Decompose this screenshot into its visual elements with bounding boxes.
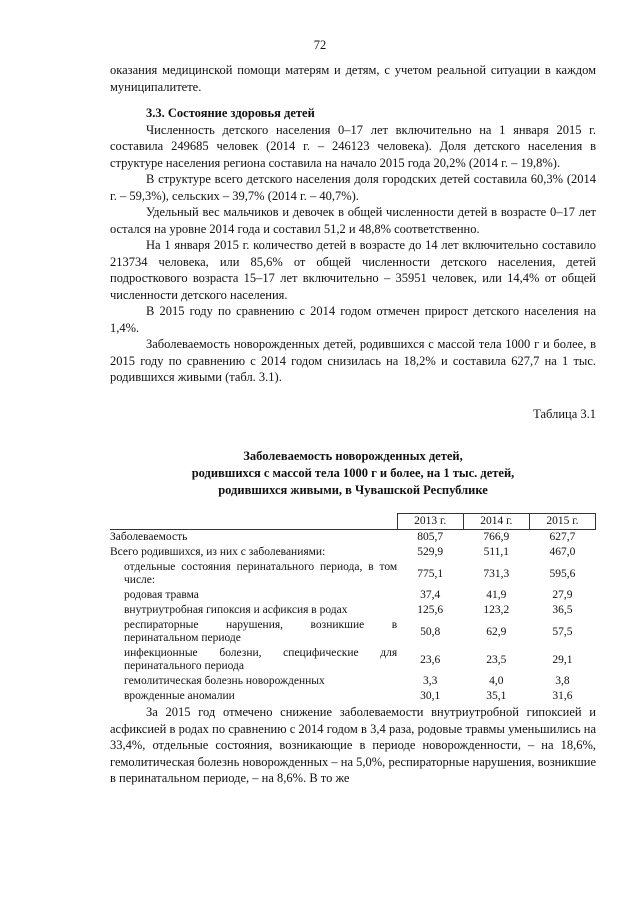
row-value-2013: 529,9 (417, 546, 444, 558)
row-value-2015: 467,0 (549, 546, 576, 558)
table-row (110, 646, 596, 674)
table-row (110, 603, 596, 618)
row-value-2015: 3,8 (555, 675, 570, 687)
table-row (110, 674, 596, 689)
row-value-2013: 775,1 (417, 567, 444, 580)
row-value-2013: 30,1 (420, 690, 441, 702)
row-label: отдельные состояния перинатального периода, в том числе: (124, 561, 398, 586)
paragraph-gender: Удельный вес мальчиков и девочек в общей численности детей в возрасте 0–17 лет остался на уровне 2014 года и составил 51,2 и 48,8% соответственно. (110, 205, 596, 236)
page-number: 72 (313, 38, 327, 52)
table-header-row (110, 514, 596, 530)
row-value-2014: 35,1 (486, 690, 507, 702)
intro-continuation: оказания медицинской помощи матерям и детям, с учетом реальной ситуации в каждом муниципалитете. (110, 63, 596, 94)
table-row (110, 545, 596, 560)
table-header-blank (110, 514, 397, 530)
table-row (110, 588, 596, 603)
row-label: врожденные аномалии (124, 690, 235, 702)
row-value-2015: 57,5 (552, 625, 573, 638)
table-header-2014: 2014 г. (463, 514, 529, 530)
table-title-line: Заболеваемость новорожденных детей, (243, 449, 463, 463)
row-value-2015: 595,6 (549, 567, 576, 580)
row-value-2014: 766,9 (483, 531, 510, 543)
row-value-2015: 29,1 (552, 653, 573, 666)
row-label: Заболеваемость (110, 531, 188, 543)
row-value-2015: 627,7 (549, 531, 576, 543)
row-label: внутриутробная гипоксия и асфиксия в родах (124, 604, 348, 616)
paragraph-urban-rural: В структуре всего детского населения доля городских детей составила 60,3% (2014 г. – 59,3%), сельских – 39,7% (2014 г. – 40,7%). (110, 172, 596, 203)
paragraph-population: Численность детского населения 0–17 лет включительно на 1 января 2015 г. составила 249685 человек (2014 г. – 246123 человека). Доля детского населения в структуре населения региона составила на начало 2015 года 20,2% (2014 г. – 19,8%). (110, 122, 596, 170)
row-value-2013: 805,7 (417, 531, 444, 543)
paragraph-growth: В 2015 году по сравнению с 2014 годом отмечен прирост детского населения на 1,4%. (110, 304, 596, 335)
row-value-2014: 731,3 (483, 567, 510, 580)
row-value-2013: 37,4 (420, 589, 441, 601)
table-row (110, 560, 596, 588)
table-title (110, 448, 596, 499)
row-value-2015: 31,6 (552, 690, 573, 702)
row-value-2013: 125,6 (417, 604, 444, 616)
table-row (110, 618, 596, 646)
morbidity-table (110, 513, 596, 704)
table-title-line: родившихся живыми, в Чувашской Республике (218, 483, 488, 497)
row-value-2014: 4,0 (489, 675, 504, 687)
table-label: Таблица 3.1 (533, 406, 596, 421)
row-value-2015: 36,5 (552, 604, 573, 616)
paragraph-newborn-morbidity: Заболеваемость новорожденных детей, родившихся с массой тела 1000 г и более, в 2015 году по сравнению с 2014 годом снизилась на 18,2% и составила 627,7 на 1 тыс. родившихся живыми (табл. 3.1). (110, 337, 596, 384)
document-body (110, 62, 596, 787)
table-header-2015: 2015 г. (529, 514, 595, 530)
row-label: респираторные нарушения, возникшие в перинатальном периоде (124, 619, 398, 644)
row-value-2013: 23,6 (420, 653, 441, 666)
row-value-2015: 27,9 (552, 589, 573, 601)
row-value-2014: 23,5 (486, 653, 507, 666)
table-row (110, 689, 596, 704)
section-title: 3.3. Состояние здоровья детей (146, 106, 315, 120)
row-value-2014: 511,1 (483, 546, 510, 558)
paragraph-age-groups: На 1 января 2015 г. количество детей в возрасте до 14 лет включительно составило 213734 человека, или 85,6% от общей численности детского населения, детей подросткового возраста 15–17 лет включительно – 35951 человек, или 14,4% от общей численности детского населения. (110, 238, 596, 302)
row-value-2013: 3,3 (423, 675, 438, 687)
table-header-2013: 2013 г. (397, 514, 463, 530)
row-label: инфекционные болезни, специфические для перинатального периода (124, 647, 398, 672)
row-label: гемолитическая болезнь новорожденных (124, 675, 325, 687)
table-row (110, 530, 596, 546)
row-label: Всего родившихся, из них с заболеваниями: (110, 546, 326, 558)
row-value-2014: 41,9 (486, 589, 507, 601)
row-value-2014: 123,2 (483, 604, 510, 616)
row-value-2014: 62,9 (486, 625, 507, 638)
closing-paragraph: За 2015 год отмечено снижение заболеваемости внутриутробной гипоксией и асфиксией в родах по сравнению с 2014 годом в 3,4 раза, родовые травмы уменьшились на 33,4%, отдельные состояния, возникающие в периоде новорожденности, – на 18,6%, гемолитическая болезнь новорожденных – на 5,0%, респираторные нарушения, возникшие в перинатальном периоде, – на 8,6%. В то же (110, 705, 596, 785)
row-value-2013: 50,8 (420, 625, 441, 638)
row-label: родовая травма (124, 589, 199, 601)
table-title-line: родившихся с массой тела 1000 г и более, на 1 тыс. детей, (191, 466, 515, 480)
